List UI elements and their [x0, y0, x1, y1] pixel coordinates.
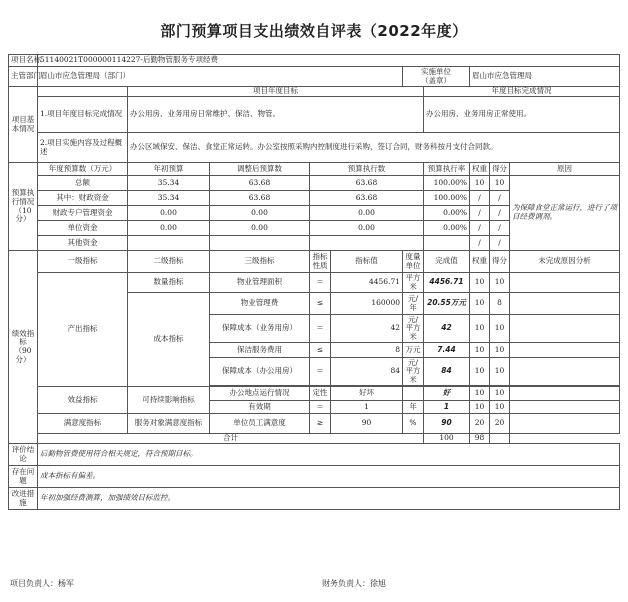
budget-executed: 63.68 — [310, 191, 424, 206]
perf-header: 度量单位 — [403, 251, 424, 273]
done-col-header: 年度目标完成情况 — [424, 87, 620, 97]
budget-initial: 35.34 — [128, 191, 210, 206]
budget-adjusted: 0.00 — [210, 221, 310, 236]
perf-header: 一级指标 — [38, 251, 128, 273]
perf-header: 得分 — [490, 251, 510, 273]
perf-done: 好 — [424, 387, 470, 401]
perf-weight: 10 — [470, 358, 490, 386]
perf-section-label: 绩效指标（90分） — [9, 251, 38, 444]
budget-weight: / — [470, 206, 490, 221]
budget-score: 10 — [490, 176, 510, 191]
perf-reason — [510, 273, 620, 293]
budget-row-label: 其中：财政资金 — [38, 191, 128, 206]
project-leader: 项目负责人：杨军 — [10, 579, 74, 588]
dept-label: 主管部门 — [9, 67, 38, 87]
perf-reason — [510, 401, 620, 414]
budget-reason: 为保障食堂正常运行，进行了项目经费调剂。 — [510, 176, 620, 251]
perf-value: 42 — [331, 315, 403, 343]
perf-unit: 元/平方米 — [403, 315, 424, 343]
goal-col-header: 项目年度目标 — [128, 87, 424, 97]
quantity-indicator-label: 数量指标 — [128, 273, 210, 293]
budget-score: / — [490, 206, 510, 221]
total-row — [9, 434, 620, 444]
perf-value: 好坏 — [331, 387, 403, 401]
budget-row-label: 财政专户管理资金 — [38, 206, 128, 221]
budget-executed: 63.68 — [310, 176, 424, 191]
table-row — [9, 273, 620, 293]
perf-score: 10 — [490, 387, 510, 401]
sustain-indicator-label: 可持续影响指标 — [128, 387, 210, 414]
perf-header: 完成值 — [424, 251, 470, 273]
budget-weight: / — [470, 221, 490, 236]
page-title: 部门预算项目支出绩效自评表（2022年度） — [160, 22, 468, 40]
cost-indicator-label: 成本指标 — [128, 293, 210, 387]
budget-header: 预算执行率 — [424, 163, 470, 176]
perf-nature: ＝ — [310, 401, 331, 414]
perf-score: 10 — [490, 358, 510, 386]
perf-done: 20.55万元 — [424, 293, 470, 315]
effect-indicator-label: 效益指标 — [38, 387, 128, 414]
perf-done: 42 — [424, 315, 470, 343]
perf-header: 三级指标 — [210, 251, 310, 273]
total-weight: 100 — [424, 434, 470, 444]
perf-done: 90 — [424, 414, 470, 434]
perf-nature: ≤ — [310, 293, 331, 315]
perf-score: 10 — [490, 343, 510, 358]
budget-adjusted: 63.68 — [210, 191, 310, 206]
perf-value: 1 — [331, 401, 403, 414]
budget-rate: 100.00% — [424, 191, 470, 206]
budget-row-label: 其他资金 — [38, 236, 128, 251]
perf-reason — [510, 387, 620, 401]
basic-row1-label: 1.项目年度目标完成情况 — [38, 97, 128, 133]
budget-header: 年初预算 — [128, 163, 210, 176]
output-indicator-label: 产出指标 — [38, 273, 128, 387]
budget-section-label: 预算执行情况（10分） — [9, 163, 38, 251]
perf-name: 单位员工满意度 — [210, 414, 310, 434]
problem-label: 存在问题 — [9, 466, 38, 488]
budget-executed: 0.00 — [310, 221, 424, 236]
budget-weight: / — [470, 191, 490, 206]
perf-unit — [403, 387, 424, 401]
perf-reason — [510, 315, 620, 343]
perf-value: 160000 — [331, 293, 403, 315]
perf-weight: 20 — [470, 414, 490, 434]
budget-initial — [128, 236, 210, 251]
perf-name: 保障成本（办公用房） — [210, 358, 310, 386]
perf-header: 权重 — [470, 251, 490, 273]
table-row — [9, 176, 620, 191]
budget-initial: 0.00 — [128, 206, 210, 221]
perf-done: 4456.71 — [424, 273, 470, 293]
budget-weight: 10 — [470, 176, 490, 191]
perf-weight: 10 — [470, 315, 490, 343]
project-name-label: 项目名称 — [9, 55, 38, 67]
perf-nature: ≤ — [310, 343, 331, 358]
budget-score: / — [490, 236, 510, 251]
perf-reason — [510, 343, 620, 358]
budget-score: / — [490, 191, 510, 206]
budget-initial: 0.00 — [128, 221, 210, 236]
perf-unit: 元/年 — [403, 293, 424, 315]
budget-header: 年度预算数（万元） — [38, 163, 128, 176]
perf-unit: 元/平方米 — [403, 358, 424, 386]
satisfy-indicator-label: 满意度指标 — [38, 414, 128, 434]
perf-nature: ＝ — [310, 273, 331, 293]
dept-value: 眉山市应急管理局（部门） — [38, 67, 403, 87]
perf-weight: 10 — [470, 343, 490, 358]
budget-header: 调整后预算数 — [210, 163, 310, 176]
perf-name: 有效期 — [210, 401, 310, 414]
budget-row-label: 总额 — [38, 176, 128, 191]
perf-weight: 10 — [470, 387, 490, 401]
perf-score: 8 — [490, 293, 510, 315]
basic-section-label: 项目基本情况 — [9, 87, 38, 163]
service-indicator-label: 服务对象满意度指标 — [128, 414, 210, 434]
budget-adjusted — [210, 236, 310, 251]
basic-row1-goal: 办公用房、业务用房日常维护、保洁、物管。 — [128, 97, 424, 133]
budget-row-label: 单位资金 — [38, 221, 128, 236]
measure-label: 改进措施 — [9, 488, 38, 510]
perf-score: 20 — [490, 414, 510, 434]
basic-row1-done: 办公用房、业务用房正常使用。 — [424, 97, 620, 133]
perf-header: 二级指标 — [128, 251, 210, 273]
project-name-value: 51140021T000000114227-后勤物管服务专项经费 — [38, 55, 620, 67]
perf-unit: % — [403, 414, 424, 434]
perf-unit: 万元 — [403, 343, 424, 358]
budget-header: 得分 — [490, 163, 510, 176]
budget-rate: 0.00% — [424, 221, 470, 236]
total-label: 合计 — [38, 434, 424, 444]
budget-weight: / — [470, 236, 490, 251]
perf-value: 90 — [331, 414, 403, 434]
budget-header: 权重 — [470, 163, 490, 176]
budget-initial: 35.34 — [128, 176, 210, 191]
perf-header: 指标性质 — [310, 251, 331, 273]
perf-score: 10 — [490, 401, 510, 414]
perf-value: 8 — [331, 343, 403, 358]
perf-reason — [510, 414, 620, 434]
perf-weight: 10 — [470, 401, 490, 414]
budget-rate: 100.00% — [424, 176, 470, 191]
problem-text: 成本指标有偏差。 — [38, 466, 620, 488]
perf-score: 10 — [490, 273, 510, 293]
perf-name: 保障成本（业务用房） — [210, 315, 310, 343]
budget-rate — [424, 236, 470, 251]
budget-adjusted: 63.68 — [210, 176, 310, 191]
perf-reason — [510, 358, 620, 386]
perf-unit: 年 — [403, 401, 424, 414]
budget-header: 原因 — [510, 163, 620, 176]
budget-executed: 0.00 — [310, 206, 424, 221]
perf-name: 物业管理费 — [210, 293, 310, 315]
perf-done: 1 — [424, 401, 470, 414]
budget-adjusted: 0.00 — [210, 206, 310, 221]
conclusion-label: 评价结论 — [9, 444, 38, 466]
perf-name: 物业管理面积 — [210, 273, 310, 293]
total-score: 98 — [470, 434, 490, 444]
perf-nature: ≥ — [310, 414, 331, 434]
budget-rate: 0.00% — [424, 206, 470, 221]
table-row — [9, 387, 620, 401]
perf-header: 指标值 — [331, 251, 403, 273]
conclusion-text: 后勤物管费使用符合相关规定，符合预期目标。 — [38, 444, 620, 466]
perf-unit: 平方米 — [403, 273, 424, 293]
perf-value: 4456.71 — [331, 273, 403, 293]
finance-leader: 财务负责人：徐旭 — [322, 579, 386, 588]
perf-nature: ＝ — [310, 315, 331, 343]
perf-score: 10 — [490, 315, 510, 343]
budget-score: / — [490, 221, 510, 236]
budget-header: 预算执行数 — [310, 163, 424, 176]
basic-row2-text: 办公区域保安、保洁、食堂正常运转。办公室按照采购内控制度进行采购，签订合同，财务科按月支付合同款。 — [128, 133, 620, 163]
budget-executed — [310, 236, 424, 251]
perf-name: 保洁服务费用 — [210, 343, 310, 358]
perf-weight: 10 — [470, 273, 490, 293]
perf-value: 84 — [331, 358, 403, 386]
perf-reason — [510, 293, 620, 315]
perf-header: 未完成原因分析 — [510, 251, 620, 273]
measure-text: 年初加强经费测算，加强绩效目标监控。 — [38, 488, 620, 510]
perf-weight: 10 — [470, 293, 490, 315]
perf-done: 84 — [424, 358, 470, 386]
perf-nature: ＝ — [310, 358, 331, 386]
table-row — [9, 414, 620, 434]
impl-value: 眉山市应急管理局 — [470, 67, 620, 87]
impl-label: 实施单位 （盖章） — [403, 67, 470, 87]
perf-name: 办公地点运行情况 — [210, 387, 310, 401]
perf-nature: 定性 — [310, 387, 331, 401]
basic-row2-label: 2.项目实施内容及过程概述 — [38, 133, 128, 163]
perf-done: 7.44 — [424, 343, 470, 358]
evaluation-table — [8, 54, 620, 510]
